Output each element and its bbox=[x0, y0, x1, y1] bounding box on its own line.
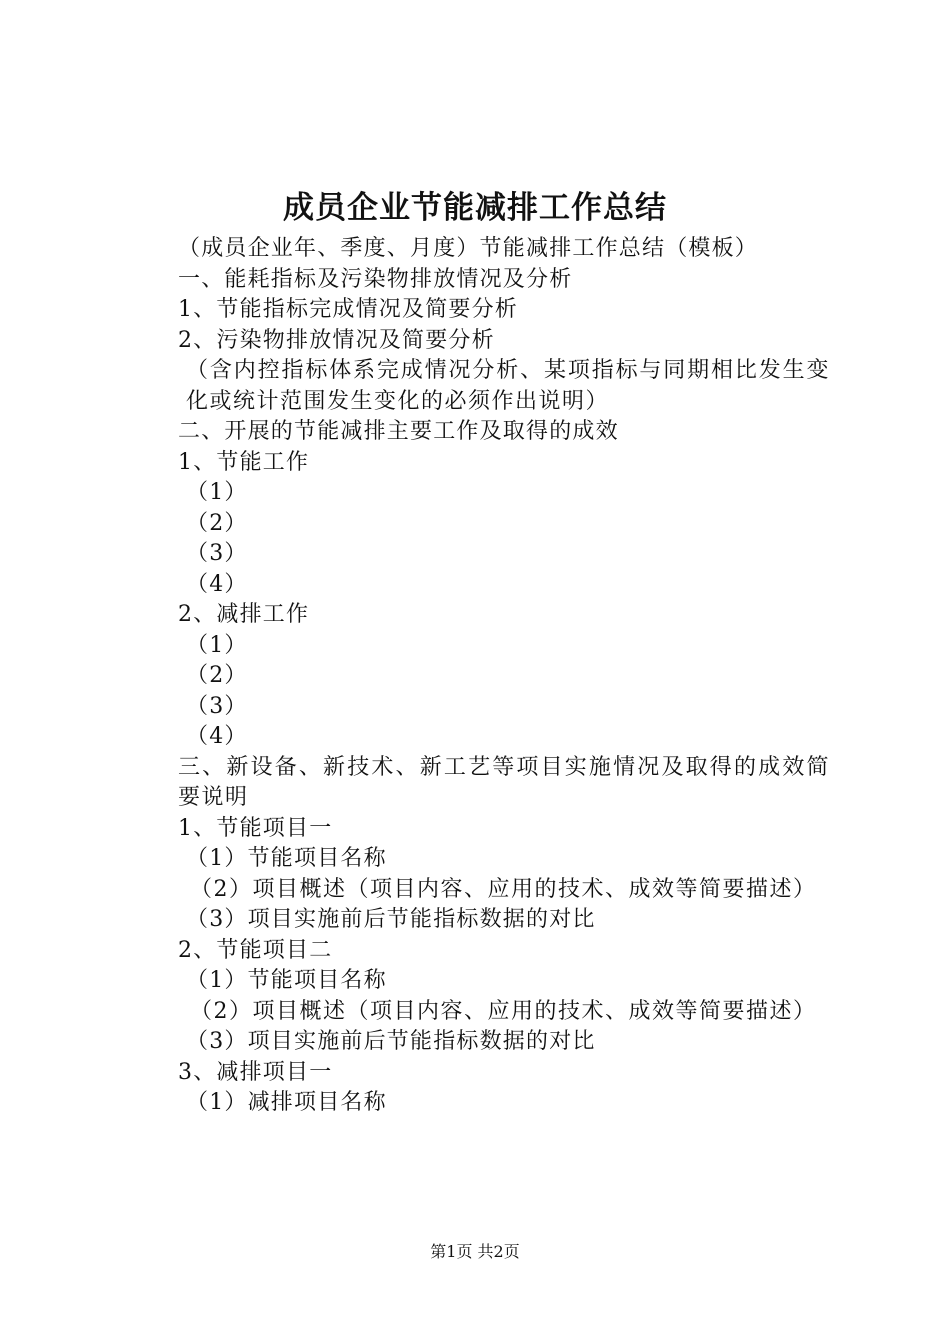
list-item: （2）项目概述（项目内容、应用的技术、成效等简要描述） bbox=[190, 876, 817, 902]
list-item: 2、污染物排放情况及简要分析 bbox=[178, 327, 495, 353]
list-item: （1）节能项目名称 bbox=[186, 846, 387, 871]
list-item: （1）减排项目名称 bbox=[186, 1090, 387, 1115]
list-item: 1、节能项目一 bbox=[178, 815, 333, 841]
list-item: 2、减排工作 bbox=[178, 602, 310, 627]
list-item: （3） bbox=[186, 541, 248, 566]
list-item: （2） bbox=[186, 510, 248, 536]
list-item: 1、节能指标完成情况及简要分析 bbox=[178, 297, 518, 322]
note-paragraph: （含内控指标体系完成情况分析、某项指标与同期相比发生变化或统计范围发生变化的必须作出说明） bbox=[186, 358, 830, 414]
list-item: 2、节能项目二 bbox=[178, 937, 333, 963]
list-item: （1）节能项目名称 bbox=[186, 968, 387, 993]
list-item: （4） bbox=[186, 724, 248, 749]
document-body bbox=[130, 234, 830, 1119]
list-item: （3）项目实施前后节能指标数据的对比 bbox=[186, 907, 596, 932]
list-item: （2）项目概述（项目内容、应用的技术、成效等简要描述） bbox=[190, 998, 817, 1024]
list-item: （1） bbox=[186, 632, 248, 658]
subtitle-line: （成员企业年、季度、月度）节能减排工作总结（模板） bbox=[178, 236, 759, 261]
section-heading-1: 一、能耗指标及污染物排放情况及分析 bbox=[178, 266, 573, 292]
list-item: （2） bbox=[186, 663, 248, 688]
page-number: 第1页 共2页 bbox=[430, 1242, 520, 1261]
page-footer bbox=[0, 1240, 950, 1264]
list-item: （3）项目实施前后节能指标数据的对比 bbox=[186, 1029, 596, 1054]
list-item: （1） bbox=[186, 480, 248, 505]
list-item: （4） bbox=[186, 571, 248, 597]
list-item: 1、节能工作 bbox=[178, 449, 310, 475]
document-title: 成员企业节能减排工作总结 bbox=[283, 190, 667, 226]
section-heading-3: 三、新设备、新技术、新工艺等项目实施情况及取得的成效简要说明 bbox=[178, 754, 830, 810]
list-item: 3、减排项目一 bbox=[178, 1059, 333, 1085]
list-item: （3） bbox=[186, 693, 248, 719]
section-heading-2: 二、开展的节能减排主要工作及取得的成效 bbox=[178, 419, 619, 444]
